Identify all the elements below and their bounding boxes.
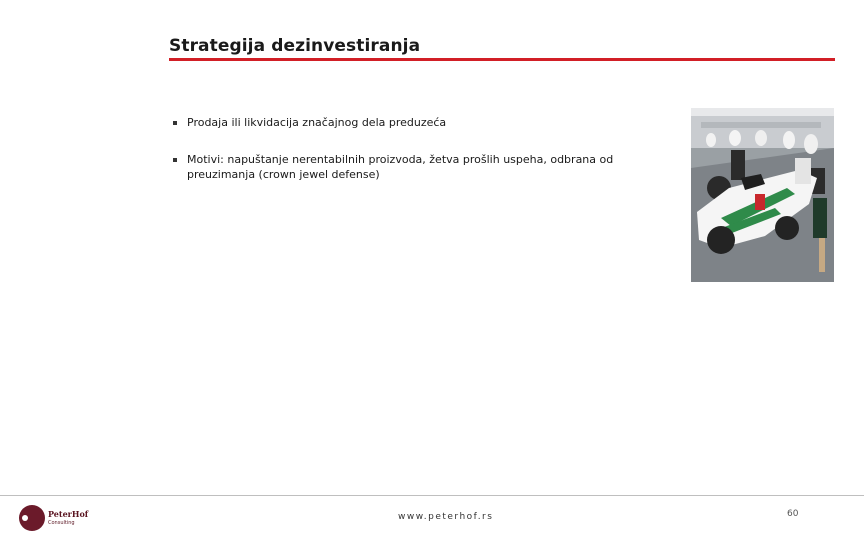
footer-url[interactable]: www.peterhof.rs bbox=[398, 512, 494, 522]
title-underline bbox=[169, 58, 835, 61]
bullet-item bbox=[172, 115, 642, 130]
bullet-text: Motivi: napuštanje nerentabilnih proizvoda, žetva prošlih uspeha, odbrana od preuzimanja (crown jewel defense) bbox=[187, 153, 614, 181]
formula-1-pit-stop-photo bbox=[691, 108, 834, 282]
bullet-list bbox=[172, 115, 642, 204]
page-number: 60 bbox=[787, 509, 799, 519]
logo-tagline: Consulting bbox=[48, 520, 75, 526]
bullet-marker bbox=[173, 158, 177, 162]
bullet-item bbox=[172, 152, 642, 182]
footer-divider bbox=[0, 495, 864, 496]
bullet-text: Prodaja ili likvidacija značajnog dela preduzeća bbox=[187, 116, 447, 129]
logo-name: PeterHof bbox=[48, 509, 89, 519]
logo-mark-icon bbox=[16, 502, 48, 534]
bullet-marker bbox=[173, 121, 177, 125]
slide-title: Strategija dezinvestiranja bbox=[169, 36, 421, 56]
